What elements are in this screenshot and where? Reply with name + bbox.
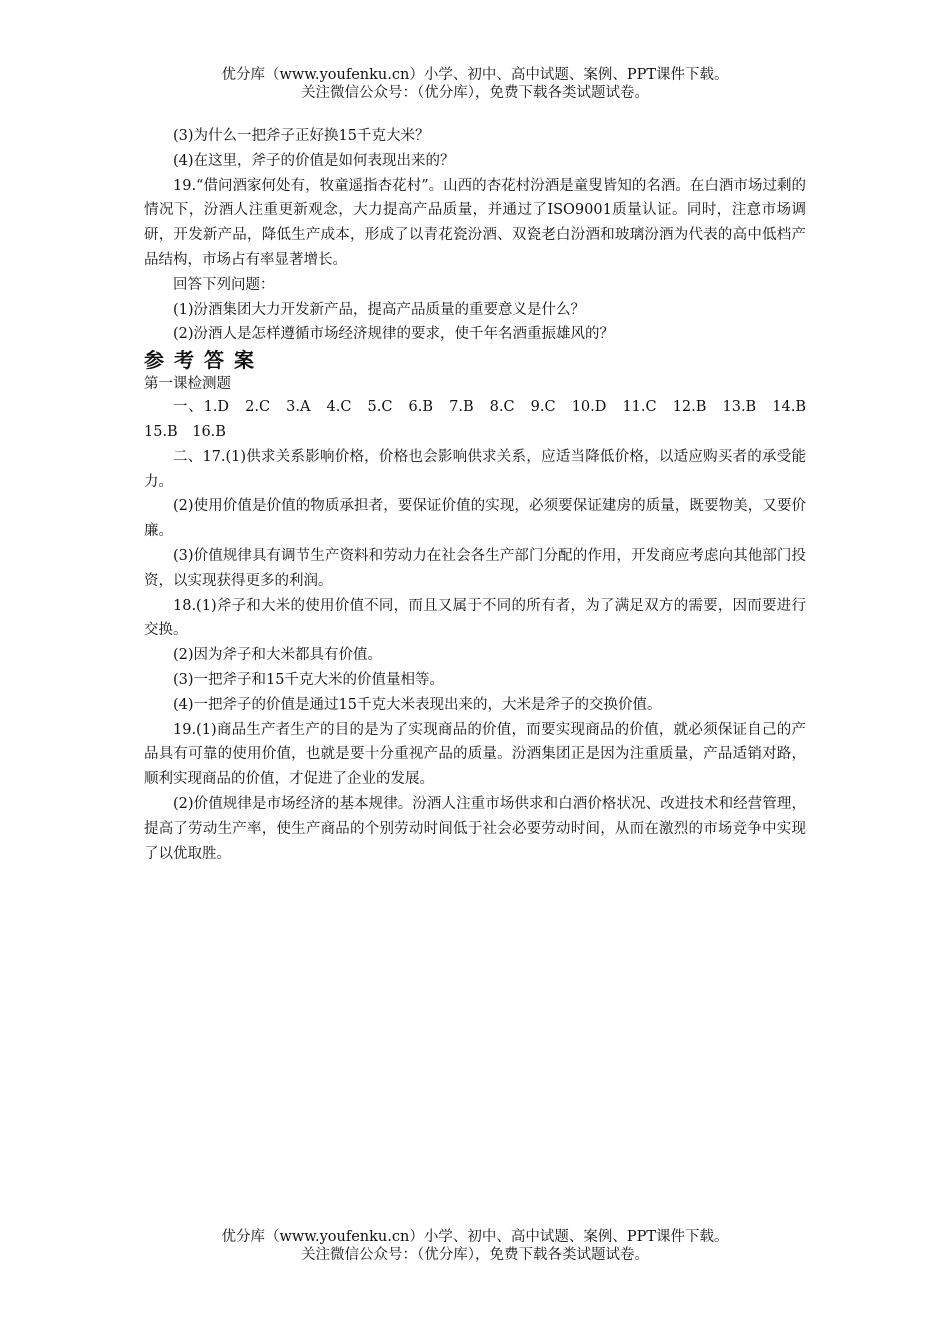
answer-18-1: 18.(1)斧子和大米的使用价值不同，而且又属于不同的所有者，为了满足双方的需要，因而要进行交换。 (144, 597, 806, 639)
answer-17-3: (3)价值规律具有调节生产资料和劳动力在社会各生产部门分配的作用，开发商应考虑向其他部门投资，以实现获得更多的利润。 (144, 547, 806, 589)
answer-19-2: (2)价值规律是市场经济的基本规律。汾酒人注重市场供求和白酒价格状况、改进技术和经营管理，提高了劳动生产率，使生产商品的个别劳动时间低于社会必要劳动时间，从而在激烈的市场竞争中实现了以优取胜。 (144, 795, 806, 862)
footer-line-1: 优分库（www.youfenku.cn）小学、初中、高中试题、案例、PPT课件下载。 (221, 1229, 729, 1245)
answer-title: 参考答案 (144, 348, 264, 373)
question-18-4: (4)在这里，斧子的价值是如何表现出来的？ (173, 152, 455, 169)
question-19-2: (2)汾酒人是怎样遵循市场经济规律的要求，使千年名酒重振雄风的？ (173, 326, 615, 343)
question-19-stem: 19.“借问酒家何处有，牧童遥指杏花村”。山西的杏花村汾酒是童叟皆知的名酒。在白酒市场过剩的情况下，汾酒人注重更新观念，大力提高产品质量，并通过了ISO9001质量认证。同时，注意市场调研，开发新产品，降低生产成本，形成了以青花瓷汾酒、双瓷老白汾酒和玻璃汾酒为代表的高中低档产品结构，市场占有率显著增长。 (144, 177, 806, 268)
answer-subtitle: 第一课检测题 (144, 376, 231, 393)
answer-18-4: (4)一把斧子的价值是通过15千克大米表现出来的，大米是斧子的交换价值。 (173, 696, 662, 713)
answer-18-2: (2)因为斧子和大米都具有价值。 (173, 647, 383, 664)
answer-19-1: 19.(1)商品生产者生产的目的是为了实现商品的价值，而要实现商品的价值，就必须保证自己的产品具有可靠的使用价值，也就是要十分重视产品的质量。汾酒集团正是因为注重质量，产品适销对路，顺利实现商品的价值，才促进了企业的发展。 (144, 721, 806, 788)
answer-17-1: 二、17.(1)供求关系影响价格，价格也会影响供求关系，应适当降低价格，以适应购买者的承受能力。 (144, 448, 806, 490)
header-line-1: 优分库（www.youfenku.cn）小学、初中、高中试题、案例、PPT课件下载。 (221, 67, 729, 83)
page-header (0, 66, 950, 102)
question-19-1: (1)汾酒集团大力开发新产品，提高产品质量的重要意义是什么？ (173, 301, 586, 318)
document-body (144, 124, 821, 866)
answer-multiple-choice: 一、1.D 2.C 3.A 4.C 5.C 6.B 7.B 8.C 9.C 10.D 11.C 12.B 13.B 14.B 15.B 16.B (144, 399, 821, 440)
question-19-prompt: 回答下列问题： (173, 276, 275, 293)
page-footer (0, 1228, 950, 1264)
footer-line-2: 关注微信公众号：（优分库），免费下载各类试题试卷。 (301, 1247, 649, 1263)
answer-17-2: (2)使用价值是价值的物质承担者，要保证价值的实现，必须要保证建房的质量，既要物美，又要价廉。 (144, 498, 806, 540)
question-18-3: (3)为什么一把斧子正好换15千克大米？ (173, 128, 430, 144)
answer-18-3: (3)一把斧子和15千克大米的价值量相等。 (173, 671, 444, 688)
header-line-2: 关注微信公众号：（优分库），免费下载各类试题试卷。 (301, 85, 649, 101)
